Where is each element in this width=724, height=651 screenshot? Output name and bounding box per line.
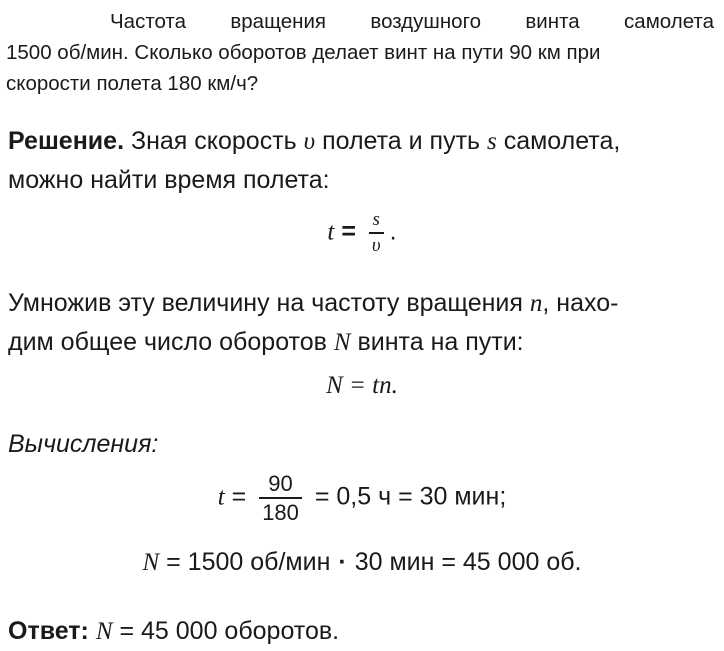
problem-statement (0, 6, 714, 99)
problem-word-2: вращения (230, 10, 326, 33)
formula-revolutions: N = tn. (326, 372, 398, 399)
calc-eq1-eq: = (231, 482, 247, 511)
paragraph2-text-4: винта на пути: (357, 328, 524, 356)
formula-t: t (327, 218, 335, 246)
problem-word-4: винта (525, 10, 580, 33)
solution-line-1 (8, 122, 620, 161)
solution-text-1: Зная скорость (130, 127, 297, 155)
solution-heading: Решение. (8, 127, 125, 155)
solution-text-3: самолета, (503, 127, 621, 155)
problem-line-2: 1500 об/мин. Сколько оборотов делает винт на пути 90 км при (6, 41, 601, 64)
solution-line-2: можно найти время полета: (8, 166, 330, 194)
problem-word-5: самолета (624, 10, 714, 33)
calc-equation-2 (0, 548, 724, 577)
paragraph2-line-2 (8, 323, 618, 362)
fraction-denominator: υ (371, 234, 381, 256)
calc-eq1-denominator: 180 (262, 500, 299, 526)
formula-eq: = (341, 217, 356, 246)
var-s: s (487, 128, 497, 155)
calc-eq1-t: t (217, 483, 225, 511)
fraction-90-over-180 (259, 472, 302, 524)
var-N: N (333, 329, 351, 356)
fraction-bar (369, 232, 384, 234)
calc-eq1-rest: = 0,5 ч = 30 мин; (314, 482, 507, 511)
problem-word-3: воздушного (370, 10, 481, 33)
calc-eq2-part1: = 1500 об/мин (166, 548, 331, 576)
paragraph2-text-2: , нахо- (542, 289, 619, 317)
paragraph-multiply (8, 284, 618, 362)
answer-value: = 45 000 оборотов. (119, 617, 340, 645)
answer-label: Ответ: (8, 617, 89, 645)
paragraph2-text-3: дим общее число оборотов (8, 328, 327, 356)
formula-time (0, 210, 724, 256)
fraction-numerator: s (372, 209, 380, 230)
formula-period: . (389, 217, 397, 246)
calc-heading: Вычисления: (8, 430, 159, 458)
solution-paragraph (8, 122, 620, 200)
paragraph2-line-1 (8, 284, 618, 323)
solution-text-2: полета и путь (322, 127, 481, 155)
calc-equation-1 (0, 472, 724, 524)
problem-word-1: Частота (110, 10, 186, 33)
calc-eq2-N: N (142, 549, 160, 576)
fraction-s-over-v (369, 210, 384, 256)
calc-eq2-dot: · (338, 548, 347, 576)
calc-eq2-part2: 30 мин = 45 000 об. (354, 548, 582, 576)
answer-line (8, 612, 339, 651)
problem-line-1 (110, 6, 714, 37)
var-v: υ (303, 128, 316, 155)
calc-eq1-fraction-bar (259, 497, 302, 499)
answer-var-N: N (95, 618, 113, 645)
problem-line-3: скорости полета 180 км/ч? (6, 72, 259, 95)
var-n: n (529, 290, 543, 317)
paragraph2-text-1: Умножив эту величину на частоту вращения (8, 289, 523, 317)
calc-eq1-numerator: 90 (268, 471, 293, 496)
